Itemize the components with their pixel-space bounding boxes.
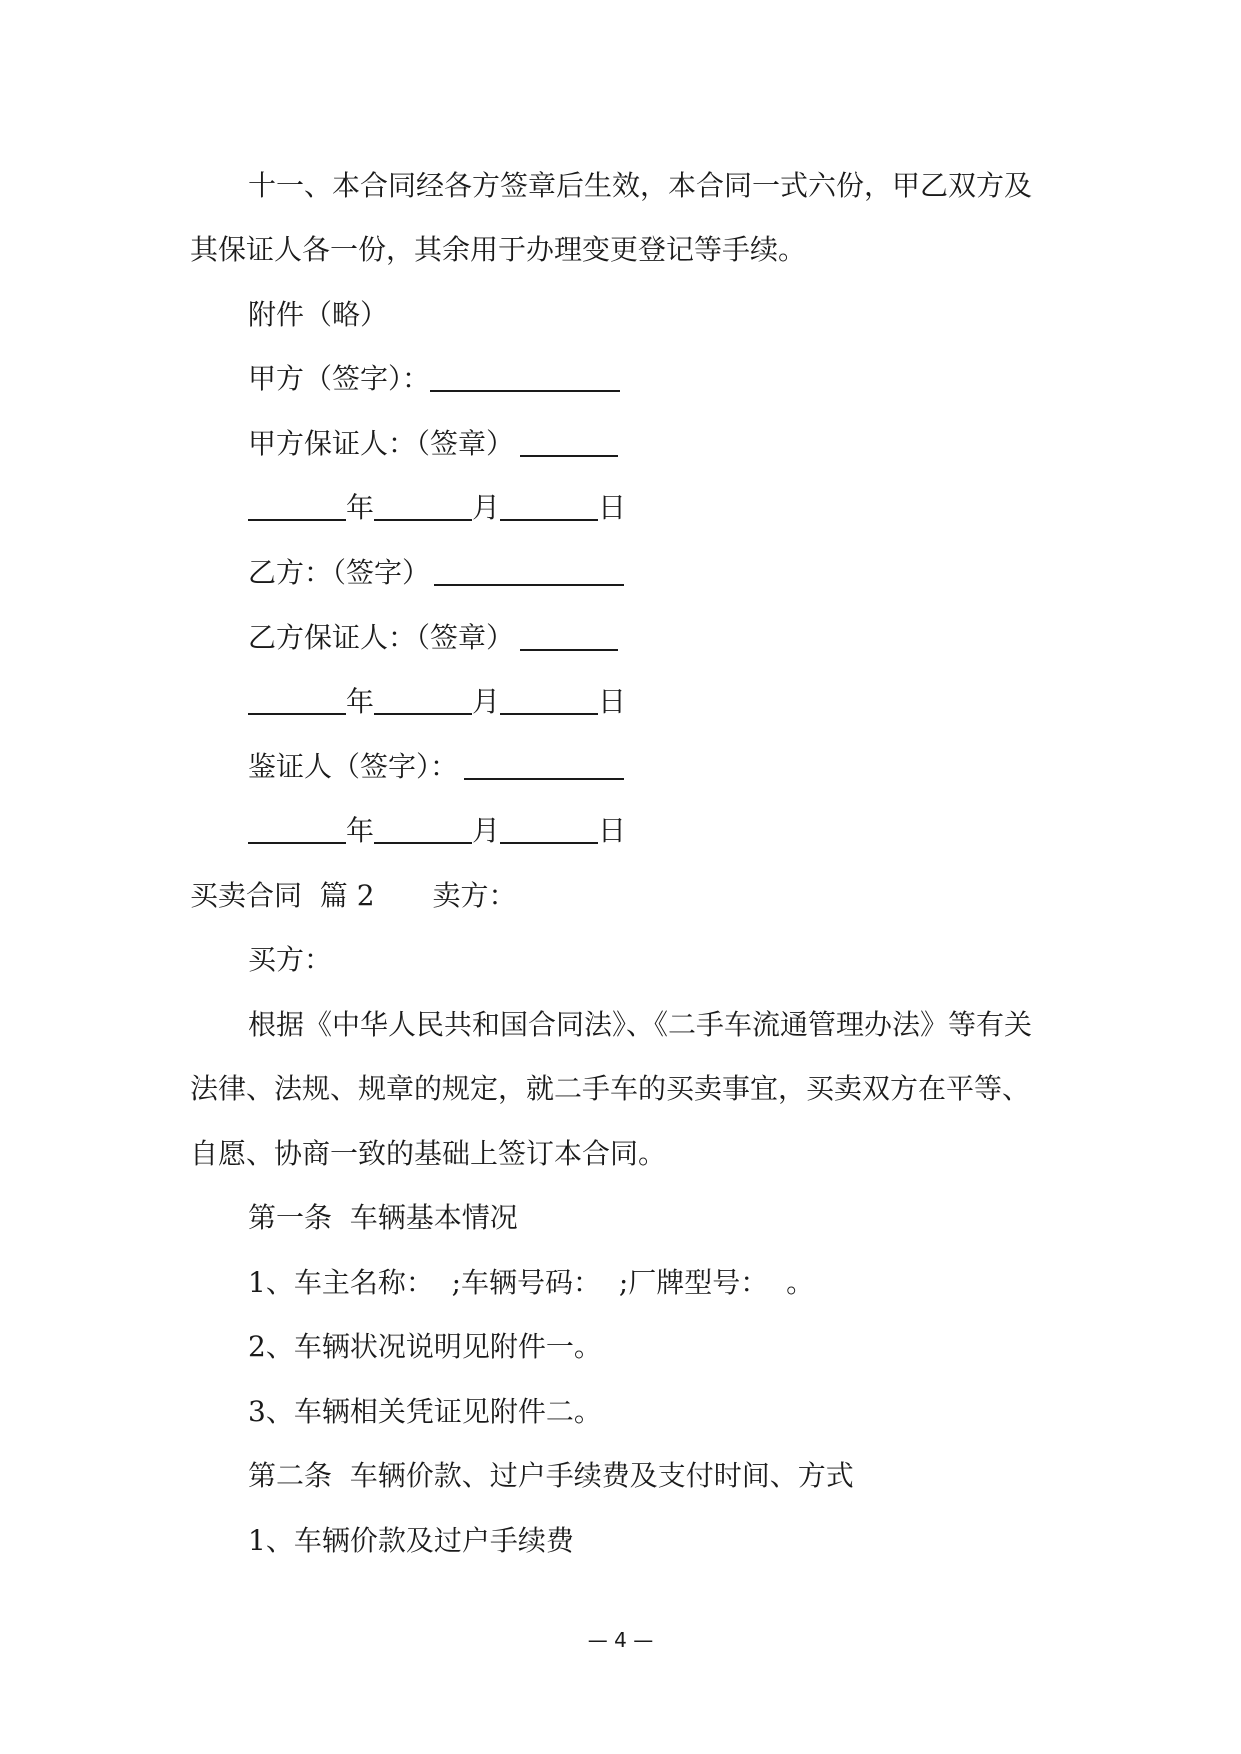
seller-label: 卖方： <box>432 879 517 912</box>
article-1-item-2: 2、车辆状况说明见附件一。 <box>248 1330 602 1363</box>
month-blank <box>374 491 472 521</box>
party-b-guarantor-blank <box>520 621 618 651</box>
intro-line-3: 自愿、协商一致的基础上签订本合同。 <box>190 1137 667 1170</box>
party-b-signature-label: 乙方：（签字） <box>248 556 431 589</box>
day-blank <box>500 491 598 521</box>
year-label: 年 <box>346 814 375 847</box>
party-b-signature-blank <box>434 556 624 586</box>
witness-signature-line <box>248 747 624 787</box>
clause-11-line-2: 其保证人各一份，其余用于办理变更登记等手续。 <box>190 233 807 266</box>
witness-signature-blank <box>464 750 624 780</box>
article-1-item-1: 1、车主名称： ;车辆号码： ;厂牌型号： 。 <box>248 1266 815 1299</box>
party-a-guarantor-label: 甲方保证人：（签章） <box>248 427 515 460</box>
intro-line-1: 根据《中华人民共和国合同法》、《二手车流通管理办法》等有关 <box>248 1008 1033 1041</box>
party-b-guarantor-line <box>248 618 618 658</box>
month-label: 月 <box>472 814 501 847</box>
date-line-2 <box>248 682 626 722</box>
party-a-signature-line <box>248 359 620 399</box>
intro-line-2: 法律、法规、规章的规定，就二手车的买卖事宜，买卖双方在平等、 <box>190 1072 1031 1105</box>
section-2-header <box>190 876 517 916</box>
year-blank <box>248 814 346 844</box>
party-b-signature-line <box>248 553 624 593</box>
year-blank <box>248 685 346 715</box>
day-blank <box>500 814 598 844</box>
witness-signature-label: 鉴证人（签字）： <box>248 750 459 783</box>
year-label: 年 <box>346 685 375 718</box>
month-label: 月 <box>472 685 501 718</box>
article-2-item-1: 1、车辆价款及过户手续费 <box>248 1524 574 1557</box>
article-2-title: 第二条 车辆价款、过户手续费及支付时间、方式 <box>248 1459 854 1492</box>
year-blank <box>248 491 346 521</box>
month-blank <box>374 685 472 715</box>
party-a-guarantor-blank <box>520 427 618 457</box>
attachment-note: 附件（略） <box>248 298 389 331</box>
clause-11-line-1: 十一、本合同经各方签章后生效，本合同一式六份，甲乙双方及 <box>248 169 1033 202</box>
year-label: 年 <box>346 491 375 524</box>
date-line-1 <box>248 488 626 528</box>
date-line-3 <box>248 811 626 851</box>
month-blank <box>374 814 472 844</box>
page-number: — 4 — <box>587 1628 654 1652</box>
day-blank <box>500 685 598 715</box>
section-2-title: 买卖合同 篇 2 <box>190 879 375 912</box>
day-label: 日 <box>598 685 627 718</box>
month-label: 月 <box>472 491 501 524</box>
party-a-guarantor-line <box>248 424 618 464</box>
party-b-guarantor-label: 乙方保证人：（签章） <box>248 621 515 654</box>
buyer-label: 买方： <box>248 943 333 976</box>
day-label: 日 <box>598 491 627 524</box>
article-1-item-3: 3、车辆相关凭证见附件二。 <box>248 1395 602 1428</box>
article-1-title: 第一条 车辆基本情况 <box>248 1201 518 1234</box>
party-a-signature-blank <box>430 362 620 392</box>
day-label: 日 <box>598 814 627 847</box>
party-a-signature-label: 甲方（签字）： <box>248 362 431 395</box>
